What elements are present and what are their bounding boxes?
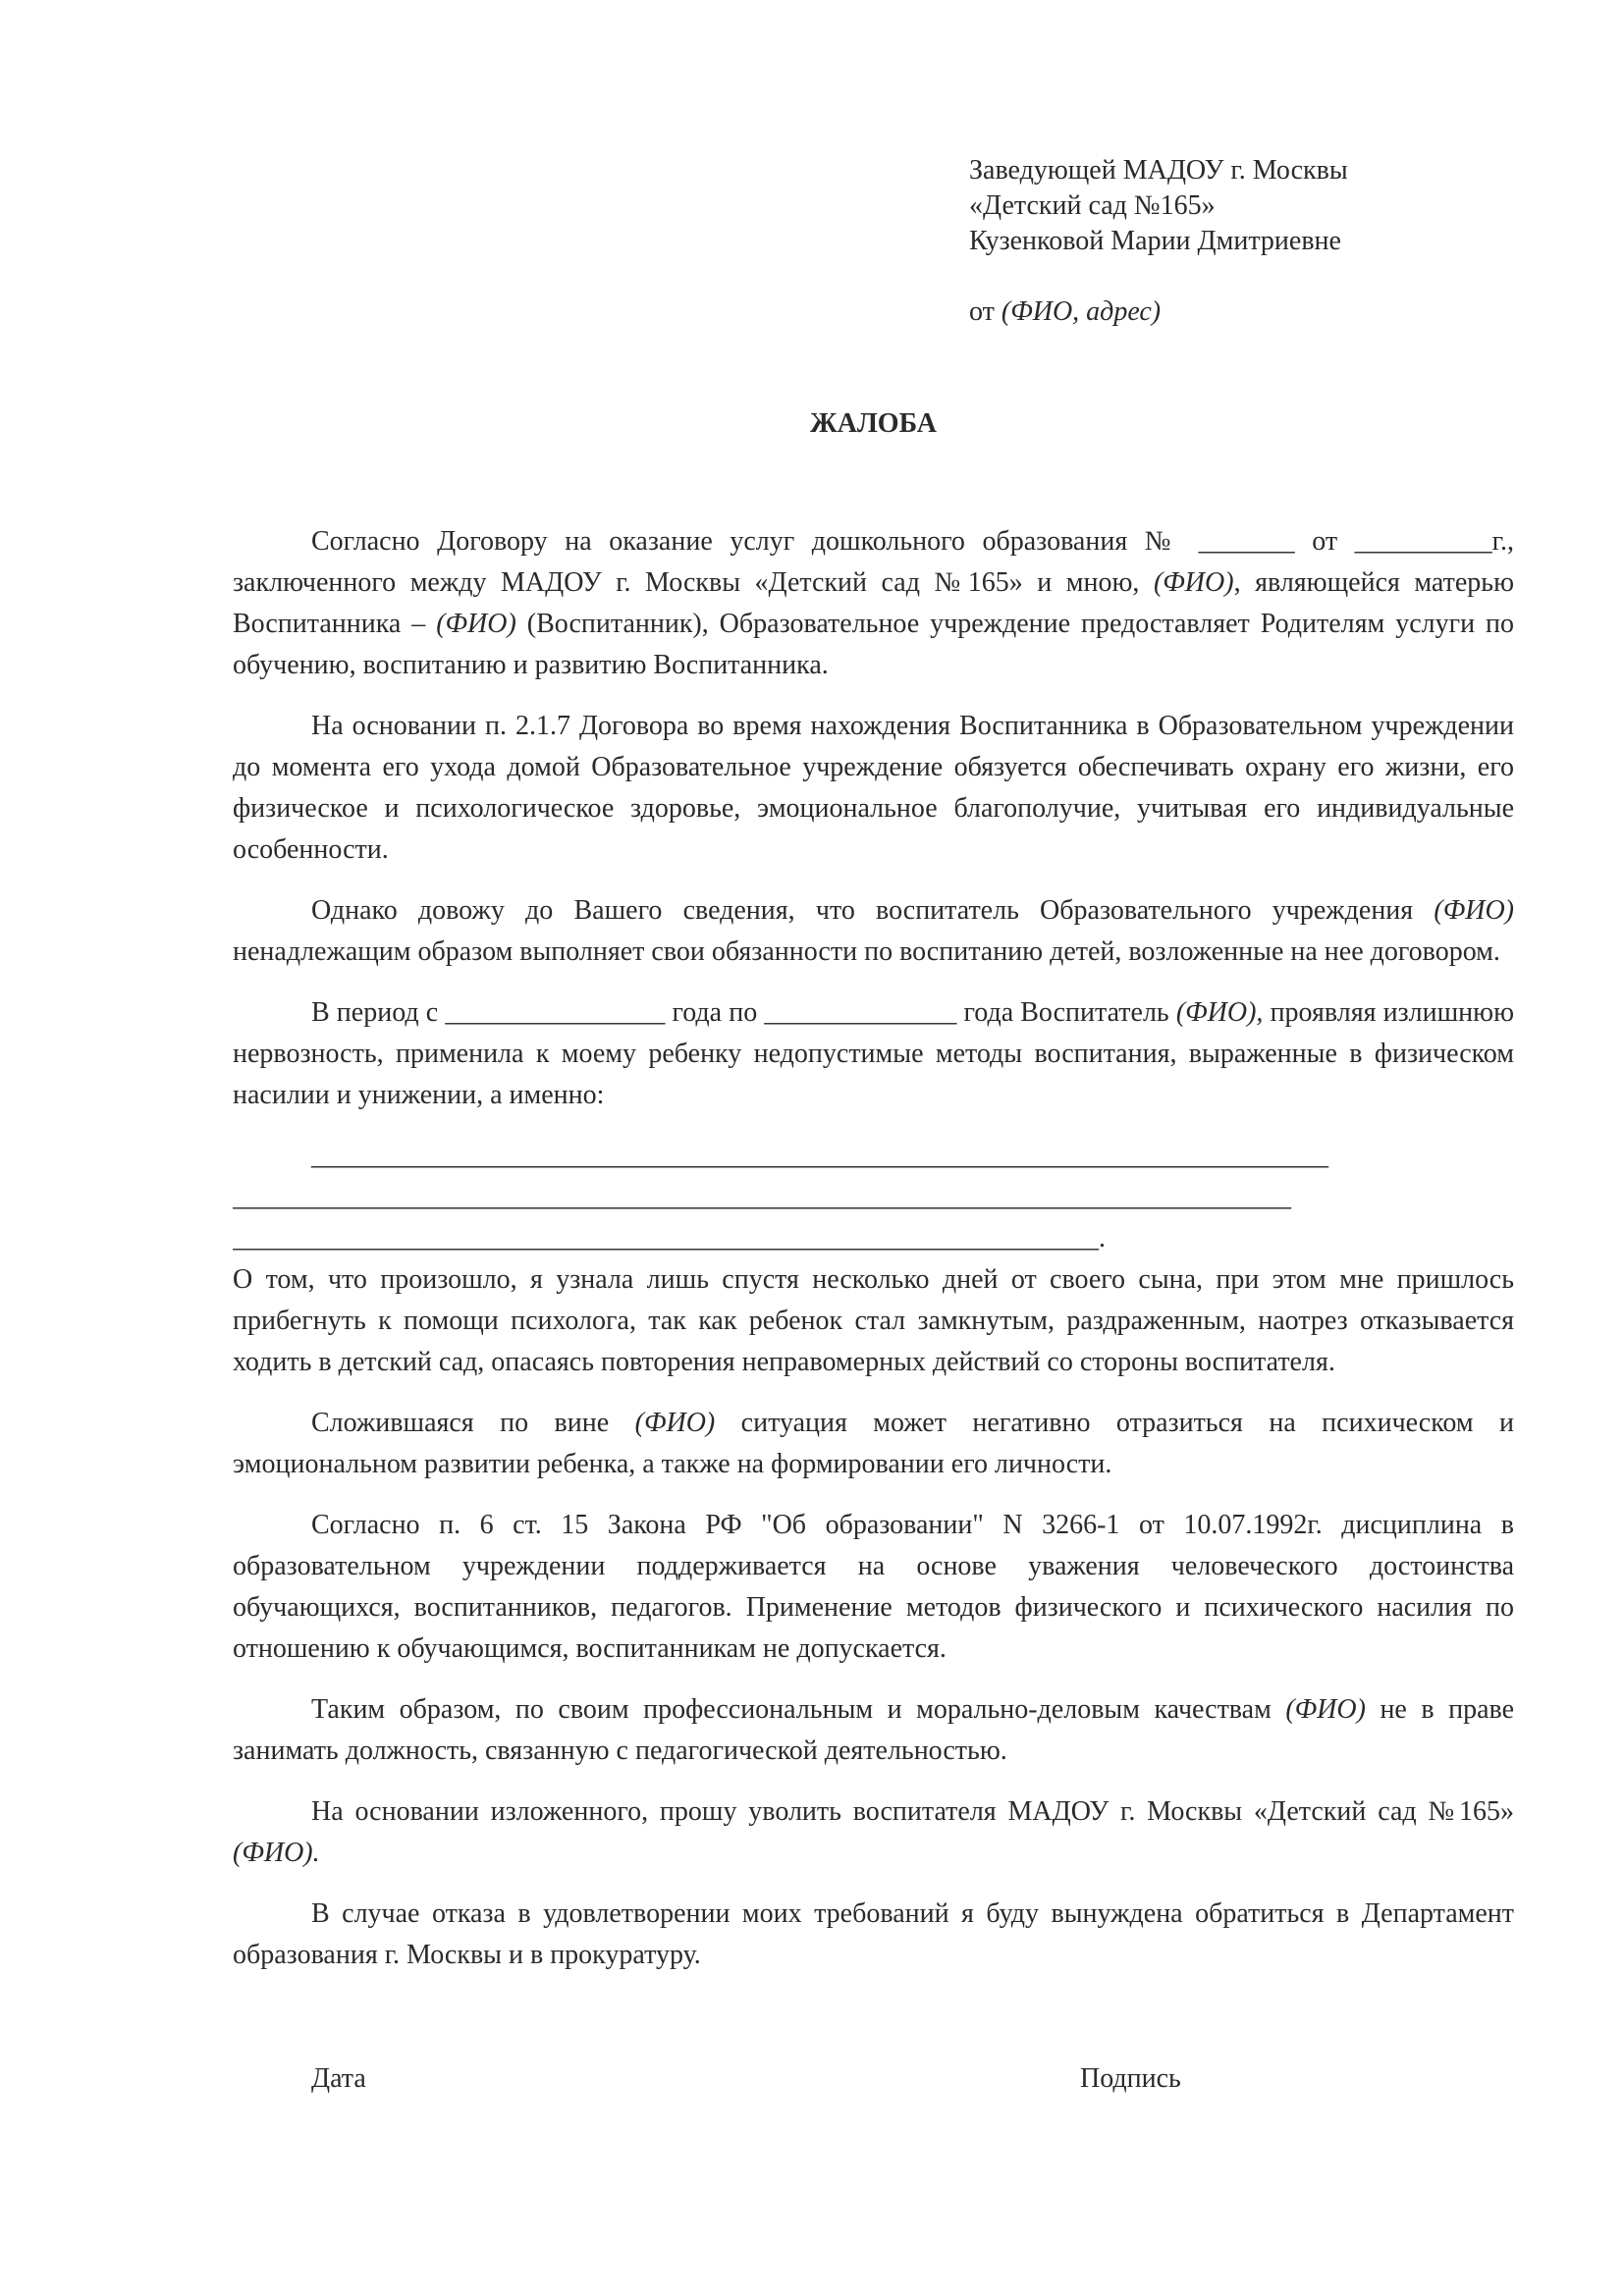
placeholder-text: (ФИО). <box>233 1838 320 1868</box>
paragraph-text: Согласно п. 6 ст. 15 Закона РФ "Об образовании" N 3266-1 от 10.07.1992г. дисциплина в образовательном учреждении поддерживается на основе уважения человеческого достоинства обучающихся, воспитанников, педагогов. Применение методов физического и психического насилия по отношению к обучающимся, воспитанникам не допускается. <box>233 1510 1514 1664</box>
paragraph <box>233 992 1514 1116</box>
document-title: ЖАЛОБА <box>810 408 937 439</box>
paragraph-text: , являющейся матерью Воспитанника – <box>233 567 1514 639</box>
paragraph-text: Таким образом, по своим профессиональным и морально-деловым качествам <box>311 1694 1286 1725</box>
sender-line <box>969 294 1348 330</box>
blank-line: _____________________________________________________________________________ <box>233 1182 1291 1212</box>
placeholder-text: (ФИО) <box>1434 895 1514 926</box>
placeholder-text: (ФИО) <box>1153 567 1234 598</box>
signature-label: Подпись <box>1080 2063 1181 2094</box>
sender-prefix: от <box>969 296 1001 327</box>
paragraph-text: О том, что произошло, я узнала лишь спустя несколько дней от своего сына, при этом мне пришлось прибегнуть к помощи психолога, так как ребенок стал замкнутым, раздраженным, наотрез отказывается ходить в детский сад, опасаясь повторения неправомерных действий со стороны воспитателя. <box>233 1264 1514 1377</box>
paragraph-text: (Воспитанник), Образовательное учреждение предоставляет Родителям услуги по обучению, воспитанию и развитию Воспитанника. <box>233 609 1514 680</box>
paragraph <box>233 1894 1514 1976</box>
paragraph <box>233 521 1514 686</box>
paragraph-text: ненадлежащим образом выполняет свои обязанности по воспитанию детей, возложенные на нее договором. <box>233 936 1500 967</box>
paragraph <box>233 706 1514 871</box>
paragraph-text: ситуация может негативно отразиться на психическом и эмоциональном развитии ребенка, а также на формировании его личности. <box>233 1408 1514 1479</box>
addressee-line: Заведующей МАДОУ г. Москвы <box>969 155 1348 186</box>
placeholder-text: (ФИО), <box>1175 997 1264 1028</box>
sender-placeholder: (ФИО, адрес) <box>1001 296 1162 327</box>
paragraph-text: В случае отказа в удовлетворении моих требований я буду вынуждена обратиться в Департамент образования г. Москвы и в прокуратуру. <box>233 1898 1514 1970</box>
paragraph-text: Однако довожу до Вашего сведения, что воспитатель Образовательного учреждения <box>311 895 1435 926</box>
paragraph-text: не в праве занимать должность, связанную с педагогической деятельностью. <box>233 1694 1515 1766</box>
addressee-line: «Детский сад №165» <box>969 190 1216 221</box>
paragraph <box>233 1689 1514 1772</box>
paragraph-text: проявляя излишнюю нервозность, применила к моему ребенку недопустимые методы воспитания, выраженные в физическом насилии и унижении, а именно: <box>233 997 1514 1110</box>
paragraph <box>233 890 1514 973</box>
document-body <box>233 521 1514 1996</box>
paragraph <box>233 1403 1514 1485</box>
paragraph <box>233 1505 1514 1670</box>
blank-lines <box>233 1136 1514 1259</box>
placeholder-text: (ФИО) <box>436 609 516 639</box>
paragraph-text: На основании изложенного, прошу уволить воспитателя МАДОУ г. Москвы «Детский сад №165» <box>311 1796 1514 1827</box>
placeholder-text: (ФИО) <box>634 1408 716 1438</box>
paragraph <box>233 1259 1514 1383</box>
paragraph-text: На основании п. 2.1.7 Договора во время нахождения Воспитанника в Образовательном учреждении до момента его ухода домой Образовательное учреждение обязуется обеспечивать охрану его жизни, его физическое и психологическое здоровье, эмоциональное благополучие, учитывая его индивидуальные особенности. <box>233 711 1514 865</box>
date-label: Дата <box>311 2063 366 2094</box>
paragraph-text: В период с ________________ года по ______________ года Воспитатель <box>311 997 1176 1028</box>
placeholder-text: (ФИО) <box>1285 1694 1366 1725</box>
blank-line: _______________________________________________________________. <box>233 1223 1106 1254</box>
paragraphs-after <box>233 1259 1514 1976</box>
addressee-line: Кузенковой Марии Дмитриевне <box>969 226 1341 256</box>
blank-line: __________________________________________________________________________ <box>311 1141 1328 1171</box>
paragraph-text: Сложившаяся по вине <box>311 1408 635 1438</box>
paragraph-text: Согласно Договору на оказание услуг дошкольного образования № _______ от __________г., заключенного между МАДОУ г. Москвы «Детский сад №165» и мною, <box>233 526 1514 598</box>
paragraphs-before <box>233 521 1514 1116</box>
addressee-block <box>969 153 1348 330</box>
paragraph <box>233 1791 1514 1874</box>
